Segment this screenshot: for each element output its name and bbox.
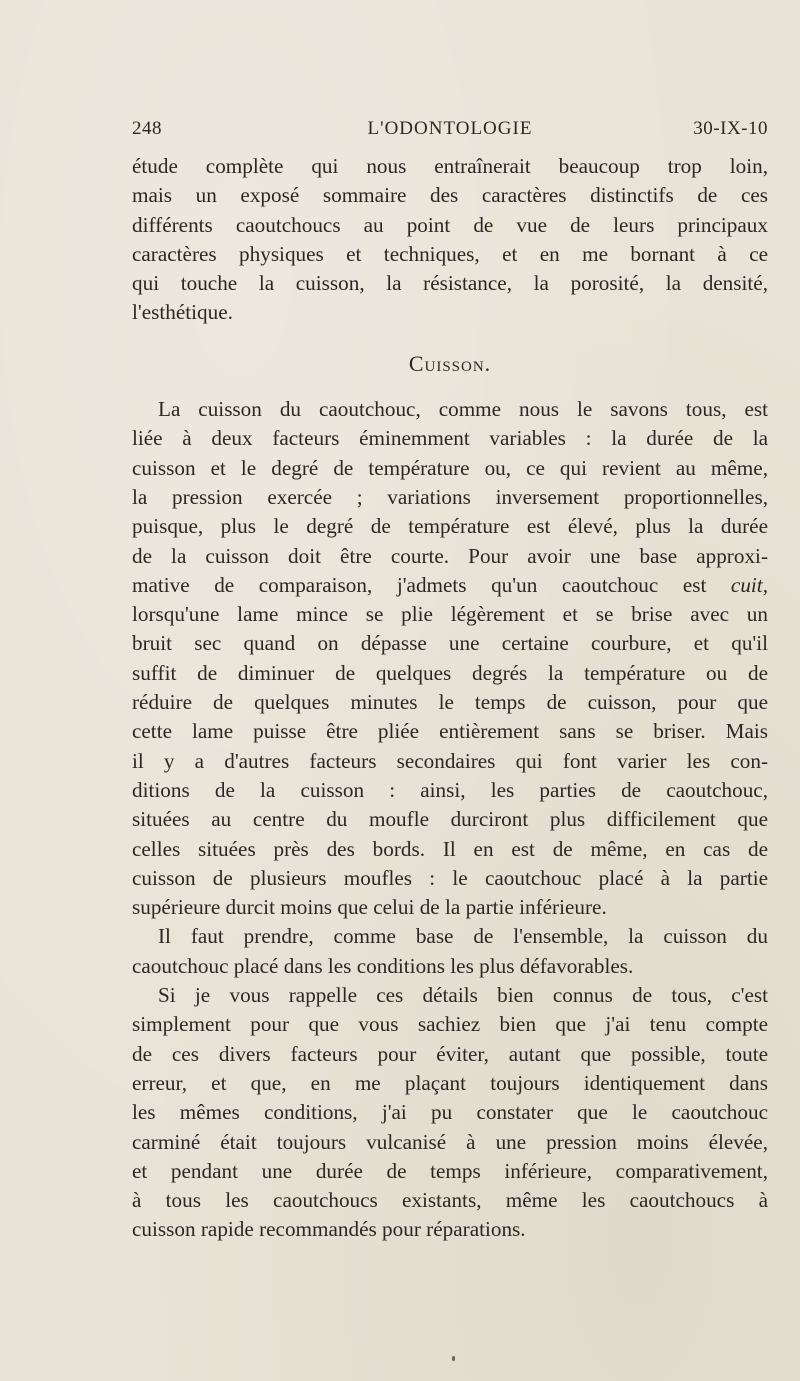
journal-title: L'ODONTOLOGIE (367, 118, 533, 139)
text-line (132, 571, 768, 600)
text-line: il y a d'autres facteurs secondaires qui font varier les con- (132, 748, 768, 773)
section-heading: Cuisson. (408, 350, 492, 376)
text-line: erreur, et que, en me plaçant toujours identiquement dans (132, 1070, 768, 1095)
issue-date: 30-IX-10 (693, 118, 768, 139)
text-line: caoutchouc placé dans les conditions les plus défavorables. (132, 953, 634, 978)
text-line: Si je vous rappelle ces détails bien connus de tous, c'est (158, 983, 768, 1008)
paper-speck (452, 1356, 455, 1361)
text-line: puisque, plus le degré de température est élevé, plus la durée (132, 514, 768, 539)
italic-word: cuit, (730, 572, 768, 597)
page-number: 248 (132, 118, 162, 139)
text-line: qui touche la cuisson, la résistance, la porosité, la densité, (132, 271, 768, 296)
text-line: cuisson et le degré de température ou, ce qui revient au même, (132, 455, 768, 480)
text-line: la pression exercée ; variations inversement proportionnelles, (132, 484, 768, 509)
paragraph-4 (132, 981, 768, 1245)
text-line: celles situées près des bords. Il en est de même, en cas de (132, 836, 768, 861)
text-line: ditions de la cuisson : ainsi, les parties de caoutchouc, (132, 777, 768, 802)
text-line: cette lame puisse être pliée entièrement sans se briser. Mais (132, 719, 768, 744)
text-line: carminé était toujours vulcanisé à une pression moins élevée, (132, 1129, 768, 1154)
text-line: cuisson rapide recommandés pour réparations. (132, 1217, 526, 1242)
text-line: bruit sec quand on dépasse une certaine courbure, et qu'il (132, 631, 768, 656)
text-line: suffit de diminuer de quelques degrés la température ou de (132, 660, 768, 685)
text-line: liée à deux facteurs éminemment variables : la durée de la (132, 426, 768, 451)
text-line: à tous les caoutchoucs existants, même les caoutchoucs à (132, 1188, 768, 1213)
running-head (132, 118, 768, 148)
text-line: l'esthétique. (132, 300, 233, 325)
text-line: situées au centre du moufle durciront plus difficilement que (132, 807, 768, 832)
paragraph-3 (132, 922, 768, 981)
text-line: de ces divers facteurs pour éviter, autant que possible, toute (132, 1041, 768, 1066)
text-line: différents caoutchoucs au point de vue de leurs principaux (132, 212, 768, 237)
text-line: Il faut prendre, comme base de l'ensemble, la cuisson du (158, 924, 768, 949)
text-line: et pendant une durée de temps inférieure, comparativement, (132, 1158, 768, 1183)
paragraph-2 (132, 395, 768, 922)
text-line: caractères physiques et techniques, et en me bornant à ce (132, 241, 768, 266)
text-segment: mative de comparaison, j'admets qu'un caoutchouc est (132, 572, 731, 597)
text-line: réduire de quelques minutes le temps de cuisson, pour que (132, 690, 768, 715)
text-line: lorsqu'une lame mince se plie légèrement et se brise avec un (132, 602, 768, 627)
text-line: étude complète qui nous entraînerait beaucoup trop loin, (132, 154, 768, 178)
text-line: les mêmes conditions, j'ai pu constater que le caoutchouc (132, 1100, 768, 1125)
text-line: simplement pour que vous sachiez bien que j'ai tenu compte (132, 1012, 768, 1037)
text-line: La cuisson du caoutchouc, comme nous le savons tous, est (158, 397, 768, 422)
text-line: cuisson de plusieurs moufles : le caoutchouc placé à la partie (132, 865, 768, 890)
text-line: supérieure durcit moins que celui de la partie inférieure. (132, 895, 607, 920)
paragraph-1 (132, 152, 768, 328)
body-text (132, 152, 768, 1245)
text-line: de la cuisson doit être courte. Pour avoir une base approxi- (132, 543, 768, 568)
text-line: mais un exposé sommaire des caractères distinctifs de ces (132, 183, 768, 208)
